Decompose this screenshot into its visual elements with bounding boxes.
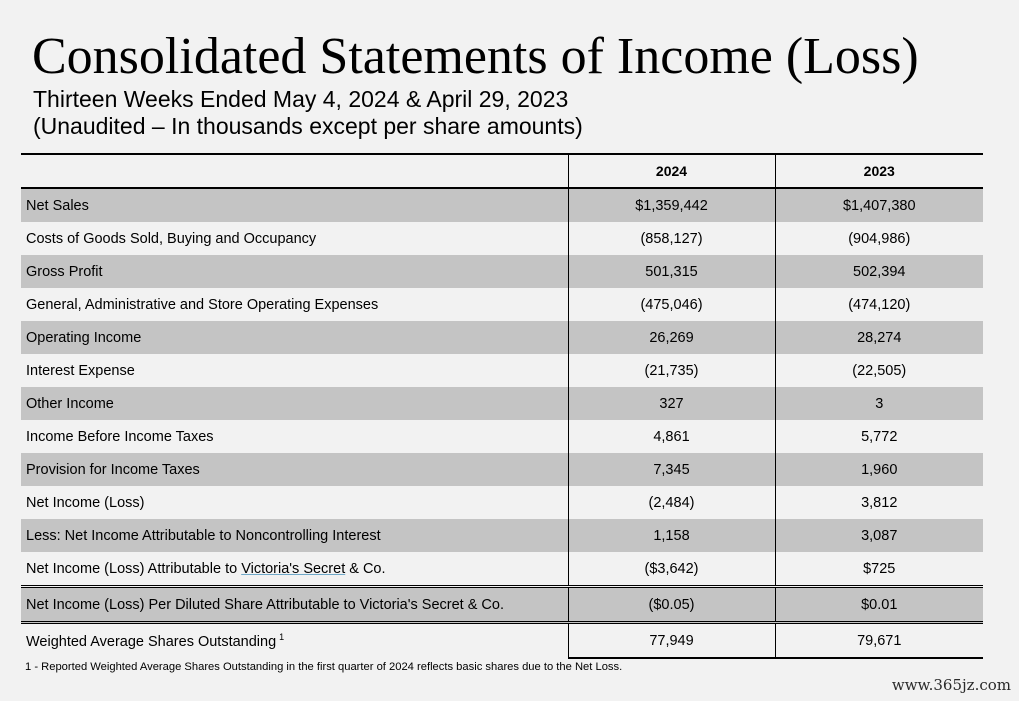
- row-label: Income Before Income Taxes: [21, 420, 568, 453]
- table-row: [21, 387, 983, 420]
- value-2024: 77,949: [568, 623, 775, 659]
- table-row: [21, 288, 983, 321]
- value-2024: 327: [568, 387, 775, 420]
- value-2023: 3: [775, 387, 983, 420]
- table-row: [21, 321, 983, 354]
- value-2023: $725: [775, 552, 983, 587]
- row-label: General, Administrative and Store Operating Expenses: [21, 288, 568, 321]
- company-link[interactable]: Victoria's Secret: [241, 560, 346, 577]
- row-label-text: Weighted Average Shares Outstanding: [26, 633, 277, 650]
- value-2024: (475,046): [568, 288, 775, 321]
- table-row: [21, 486, 983, 519]
- row-label: Gross Profit: [21, 255, 568, 288]
- value-2023: (904,986): [775, 222, 983, 255]
- row-label: Less: Net Income Attributable to Noncontrolling Interest: [21, 519, 568, 552]
- value-2023: 502,394: [775, 255, 983, 288]
- value-2024: ($3,642): [568, 552, 775, 587]
- row-label: Net Income (Loss) Per Diluted Share Attributable to Victoria's Secret & Co.: [21, 587, 568, 623]
- value-2023: 79,671: [775, 623, 983, 659]
- footnote-marker: 1: [279, 632, 285, 643]
- value-2024: (21,735): [568, 354, 775, 387]
- table-row: [21, 420, 983, 453]
- row-label: Other Income: [21, 387, 568, 420]
- table-row: [21, 453, 983, 486]
- row-label: Provision for Income Taxes: [21, 453, 568, 486]
- table-row: [21, 255, 983, 288]
- value-2024: $1,359,442: [568, 188, 775, 222]
- table-row: [21, 354, 983, 387]
- value-2023: $1,407,380: [775, 188, 983, 222]
- table-row: [21, 587, 983, 623]
- value-2023: 1,960: [775, 453, 983, 486]
- value-2024: 1,158: [568, 519, 775, 552]
- value-2023: (474,120): [775, 288, 983, 321]
- table-row: [21, 188, 983, 222]
- column-header-2024: 2024: [568, 154, 775, 188]
- table-row: [21, 552, 983, 587]
- value-2024: 4,861: [568, 420, 775, 453]
- value-2023: 3,087: [775, 519, 983, 552]
- value-2024: (2,484): [568, 486, 775, 519]
- value-2024: 26,269: [568, 321, 775, 354]
- row-label-prefix: Net Income (Loss) Attributable to: [26, 560, 242, 577]
- watermark: www.365jz.com: [891, 676, 1011, 694]
- row-label: Costs of Goods Sold, Buying and Occupancy: [21, 222, 568, 255]
- row-label: [21, 552, 568, 587]
- row-label: Interest Expense: [21, 354, 568, 387]
- value-2023: 3,812: [775, 486, 983, 519]
- value-2024: 501,315: [568, 255, 775, 288]
- income-statement-table: [21, 153, 983, 659]
- value-2024: 7,345: [568, 453, 775, 486]
- page-title: Consolidated Statements of Income (Loss): [32, 28, 919, 85]
- row-label: Net Income (Loss): [21, 486, 568, 519]
- value-2023: $0.01: [775, 587, 983, 623]
- column-header-2023: 2023: [775, 154, 983, 188]
- value-2024: (858,127): [568, 222, 775, 255]
- row-label: [21, 623, 568, 659]
- value-2023: 28,274: [775, 321, 983, 354]
- table-row: [21, 623, 983, 659]
- table-row: [21, 222, 983, 255]
- value-2023: 5,772: [775, 420, 983, 453]
- value-2023: (22,505): [775, 354, 983, 387]
- table-row: [21, 519, 983, 552]
- table-header-row: [21, 154, 983, 188]
- header-label-cell: [21, 154, 568, 188]
- row-label: Net Sales: [21, 188, 568, 222]
- row-label-suffix: & Co.: [345, 560, 386, 577]
- period-subtitle: Thirteen Weeks Ended May 4, 2024 & April 29, 2023: [33, 86, 569, 112]
- value-2024: ($0.05): [568, 587, 775, 623]
- units-subtitle: (Unaudited – In thousands except per share amounts): [33, 113, 583, 139]
- footnote-text: 1 - Reported Weighted Average Shares Outstanding in the first quarter of 2024 reflects basic shares due to the Net Loss.: [25, 661, 623, 673]
- row-label: Operating Income: [21, 321, 568, 354]
